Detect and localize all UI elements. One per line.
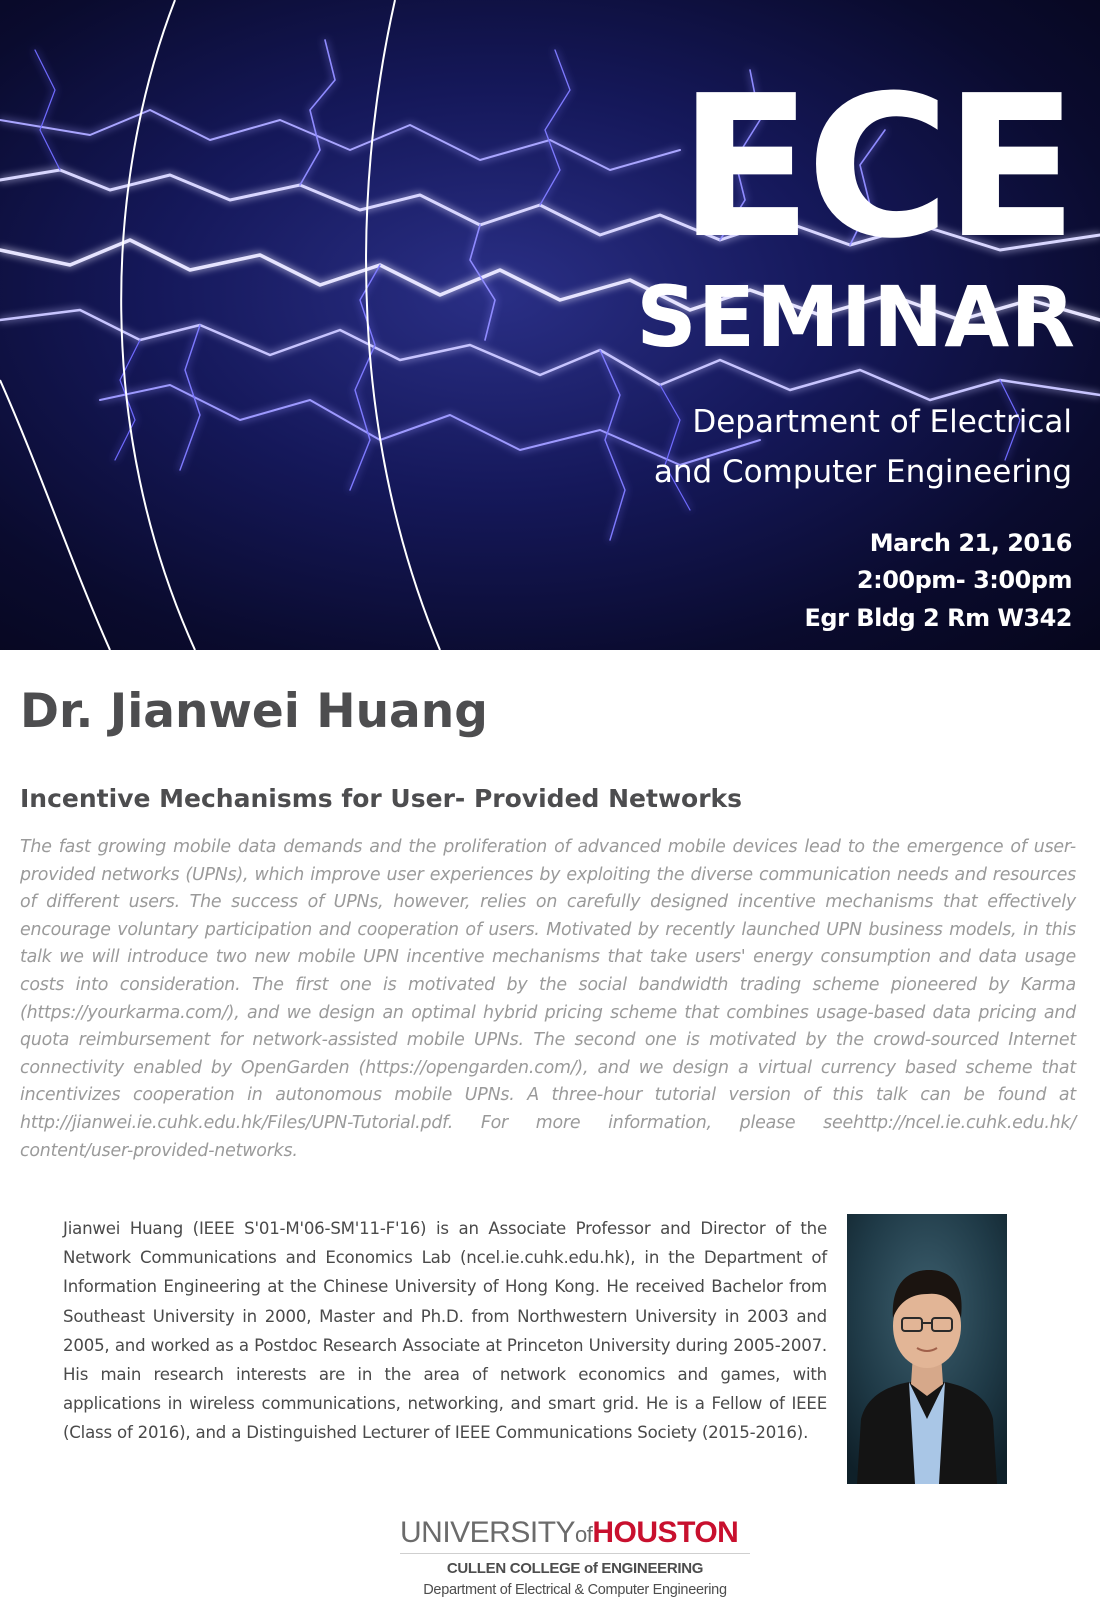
ece-title: ECE (678, 54, 1072, 282)
department-line-2: and Computer Engineering (653, 454, 1072, 490)
speaker-bio: Jianwei Huang (IEEE S'01-M'06-SM'11-F'16) is an Associate Professor and Director of the Network Communications and Economics Lab (ncel.ie.cuhk.edu.hk), in the Department of Information Engineering at the Chinese University of Hong Kong. He received Bachelor from Southeast University in 2000, Master and Ph.D. from Northwestern University in 2003 and 2005, and worked as a Postdoc Research Associate at Princeton University during 2005-2007. His main research interests are in the area of network economics and games, with applications in wireless communications, networking, and smart grid. He is a Fellow of IEEE (Class of 2016), and a Distinguished Lecturer of IEEE Communications Society (2015-2016). (63, 1219, 827, 1443)
university-of-houston-logo (400, 1518, 750, 1548)
college-department: Department of Electrical & Computer Engineering (423, 1582, 727, 1598)
speaker-photo (847, 1214, 1007, 1484)
event-time: 2:00pm- 3:00pm (856, 566, 1072, 594)
department-line-1: Department of Electrical (692, 404, 1072, 440)
logo-university-text: UNIVERSITY (400, 1516, 576, 1549)
logo-of-text: of (575, 1522, 593, 1547)
logo-divider (400, 1553, 750, 1554)
seminar-title: SEMINAR (636, 268, 1076, 366)
talk-abstract: The fast growing mobile data demands and the proliferation of advanced mobile devices lead to the emergence of user-provided networks (UPNs), which improve user experiences by exploiting the diverse communication needs and resources of different users. The success of UPNs, however, relies on carefully designed incentive mechanisms that effectively encourage voluntary participation and cooperation of users. Motivated by recently launched UPN business models, in this talk we will introduce two new mobile UPN incentive mechanisms that take users' energy consumption and data usage costs into consideration. The first one is motivated by the social bandwidth trading scheme pioneered by Karma (https://yourkarma.com/), and we design an optimal hybrid pricing scheme that combines usage-based data pricing and quota reimbursement for network-assisted mobile UPNs. The second one is motivated by the crowd-sourced Internet connectivity enabled by OpenGarden (https://opengarden.com/), and we design a virtual currency based scheme that incentivizes cooperation in autonomous mobile UPNs. A three-hour tutorial version of this talk can be found at http://jianwei.ie.cuhk.edu.hk/Files/UPN-Tutorial.pdf. For more information, please seehttp://ncel.ie.cuhk.edu.hk/ content/user-provided-networks. (20, 837, 1076, 1161)
event-location: Egr Bldg 2 Rm W342 (804, 604, 1072, 632)
logo-houston-text: HOUSTON (592, 1516, 739, 1549)
speaker-name: Dr. Jianwei Huang (20, 684, 488, 739)
college-name: CULLEN COLLEGE of ENGINEERING (446, 1560, 704, 1577)
talk-title: Incentive Mechanisms for User- Provided Networks (20, 784, 743, 813)
seminar-banner (0, 0, 1100, 650)
event-date: March 21, 2016 (869, 529, 1072, 557)
